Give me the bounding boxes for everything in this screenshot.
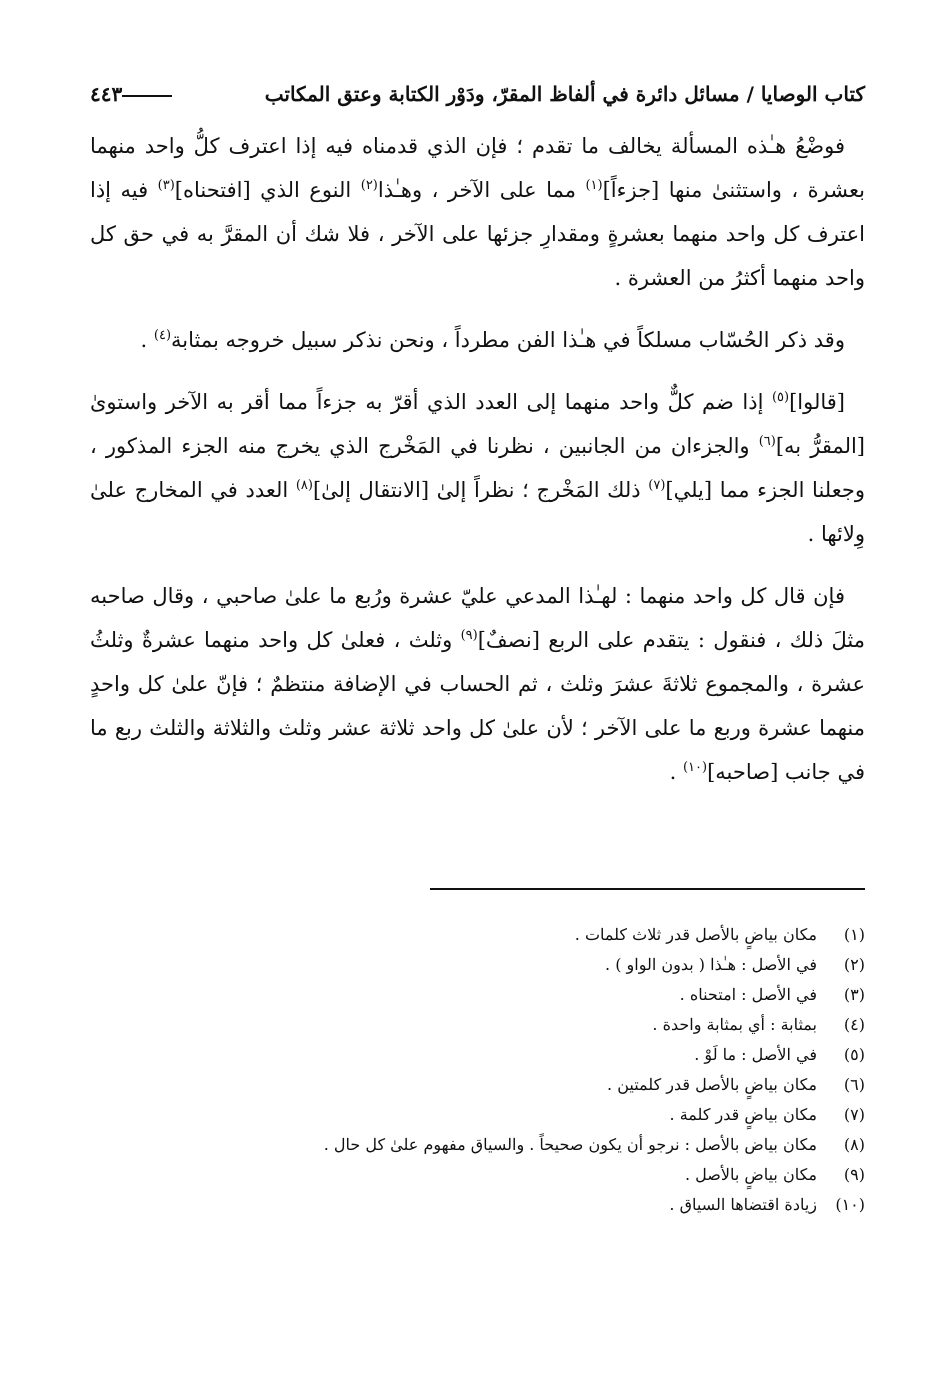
footnote-number: (١٠) xyxy=(835,1195,865,1214)
footnote-number: (٨) xyxy=(843,1135,865,1154)
main-text xyxy=(90,124,865,812)
paragraph-text: والجزءان من الجانبين ، نظرنا في المَخْرج الذي يخرج منه الجزء المذكور ، وجعلنا الجزء مما [يلي] xyxy=(90,434,865,502)
footnote-ref: (٢) xyxy=(360,178,378,193)
footnote-text: في الأصل : امتحناه . xyxy=(679,985,817,1004)
footnote-separator xyxy=(430,888,865,890)
footnote-text: بمثابة : أي بمثابة واحدة . xyxy=(652,1015,817,1034)
paragraph-text: فوضْعُ هـٰذه المسألة يخالف ما تقدم ؛ فإن الذي قدمناه فيه إذا اعترف كلُّ واحد منهما بعشرة ، واستثنىٰ منها [جزءاً] xyxy=(90,134,865,202)
footnote-item xyxy=(90,980,865,1010)
footnote-number: (١) xyxy=(843,925,865,944)
paragraph-text: [قالوا] xyxy=(789,390,845,414)
page-number: ٤٤٣ xyxy=(90,82,123,106)
paragraph-text: إذا ضم كلٌّ واحد منهما إلى العدد الذي أقرّ به جزءاً مما أقر به الآخر واستوىٰ [المقرُّ به] xyxy=(90,390,866,458)
footnote-number: (٢) xyxy=(843,955,865,974)
footnote-item xyxy=(90,1010,865,1040)
paragraph-text: . xyxy=(669,760,683,784)
footnote-text: مكان بياضٍ بالأصل قدر كلمتين . xyxy=(607,1075,817,1094)
footnote-text: مكان بياض بالأصل : نرجو أن يكون صحيحاً . والسياق مفهوم علىٰ كل حال . xyxy=(323,1135,817,1154)
page-number-group xyxy=(90,74,182,114)
footnote-text: زيادة اقتضاها السياق . xyxy=(669,1195,817,1214)
footnote-number: (٦) xyxy=(843,1075,865,1094)
paragraph-text: فإن قال كل واحد منهما : لهـٰذا المدعي عليّ عشرة ورُبع ما علىٰ صاحبي ، وقال صاحبه مثلَ ذلك ، فنقول : يتقدم على الربع [نصفٌ] xyxy=(90,584,865,652)
paragraph-text: فيه إذا اعترف كل واحد منهما بعشرةٍ ومقدارِ جزئها على الآخر ، فلا شك أن المقرَّ به في حق كل واحد منهما أكثرُ من العشرة . xyxy=(90,178,865,290)
footnote-item xyxy=(90,950,865,980)
footnote-ref: (٤) xyxy=(153,328,172,343)
footnote-item xyxy=(90,920,865,950)
paragraph-text: وقد ذكر الحُسّاب مسلكاً في هـٰذا الفن مطرداً ، ونحن نذكر سبيل خروجه بمثابة xyxy=(171,328,845,352)
paragraph-text: . xyxy=(140,328,154,352)
footnote-text: في الأصل : هـٰذا ( بدون الواو ) . xyxy=(605,955,817,974)
footnote-number: (٧) xyxy=(843,1105,865,1124)
footnote-text: في الأصل : ما لَوْ . xyxy=(694,1045,817,1064)
header-dash xyxy=(122,95,172,97)
footnote-item xyxy=(90,1040,865,1070)
page-header xyxy=(90,74,865,114)
footnotes xyxy=(90,920,865,1220)
paragraph-text: ذلك المَخْرج ؛ نظراً إلىٰ [الانتقال إلىٰ] xyxy=(312,478,649,502)
body-paragraph xyxy=(90,574,865,794)
footnote-number: (٤) xyxy=(843,1015,865,1034)
footnote-item xyxy=(90,1100,865,1130)
paragraph-text: النوع الذي [افتحناه] xyxy=(174,178,361,202)
footnote-ref: (٣) xyxy=(157,178,175,193)
footnote-number: (٣) xyxy=(843,985,865,1004)
paragraph-text: العدد في المخارج علىٰ وِلائها . xyxy=(90,478,865,546)
footnote-ref: (٨) xyxy=(295,478,313,493)
body-paragraph xyxy=(90,124,865,300)
footnote-ref: (٦) xyxy=(758,434,776,449)
footnote-item xyxy=(90,1070,865,1100)
footnote-ref: (١) xyxy=(585,178,603,193)
footnote-number: (٥) xyxy=(843,1045,865,1064)
paragraph-text: مما على الآخر ، وهـٰذا xyxy=(377,178,586,202)
footnote-item xyxy=(90,1160,865,1190)
footnote-text: مكان بياضٍ بالأصل . xyxy=(684,1165,817,1184)
footnote-item xyxy=(90,1190,865,1220)
footnote-ref: (٥) xyxy=(771,390,790,405)
running-title: كتاب الوصايا / مسائل دائرة في ألفاظ المقرّ، ودَوْر الكتابة وعتق المكاتب xyxy=(264,82,865,106)
footnote-ref: (٧) xyxy=(648,478,666,493)
footnote-text: مكان بياضٍ قدر كلمة . xyxy=(669,1105,817,1124)
body-paragraph xyxy=(90,380,865,556)
footnote-ref: (١٠) xyxy=(682,760,708,775)
footnote-text: مكان بياضٍ بالأصل قدر ثلاث كلمات . xyxy=(574,925,817,944)
body-paragraph xyxy=(90,318,865,362)
footnote-number: (٩) xyxy=(843,1165,865,1184)
paragraph-text: وثلث ، فعلىٰ كل واحد منهما عشرةٌ وثلثُ عشرة ، والمجموع ثلاثةَ عشرَ وثلث ، ثم الحساب في الإضافة منتظمٌ ؛ فإنّ علىٰ كل واحدٍ منهما عشرة وربع ما على الآخر ؛ لأن علىٰ كل واحد ثلاثة عشر وثلث والثلاثة والثلث ربع ما في جانب [صاحبه] xyxy=(90,628,865,784)
footnote-ref: (٩) xyxy=(460,628,478,643)
footnote-item xyxy=(90,1130,865,1160)
